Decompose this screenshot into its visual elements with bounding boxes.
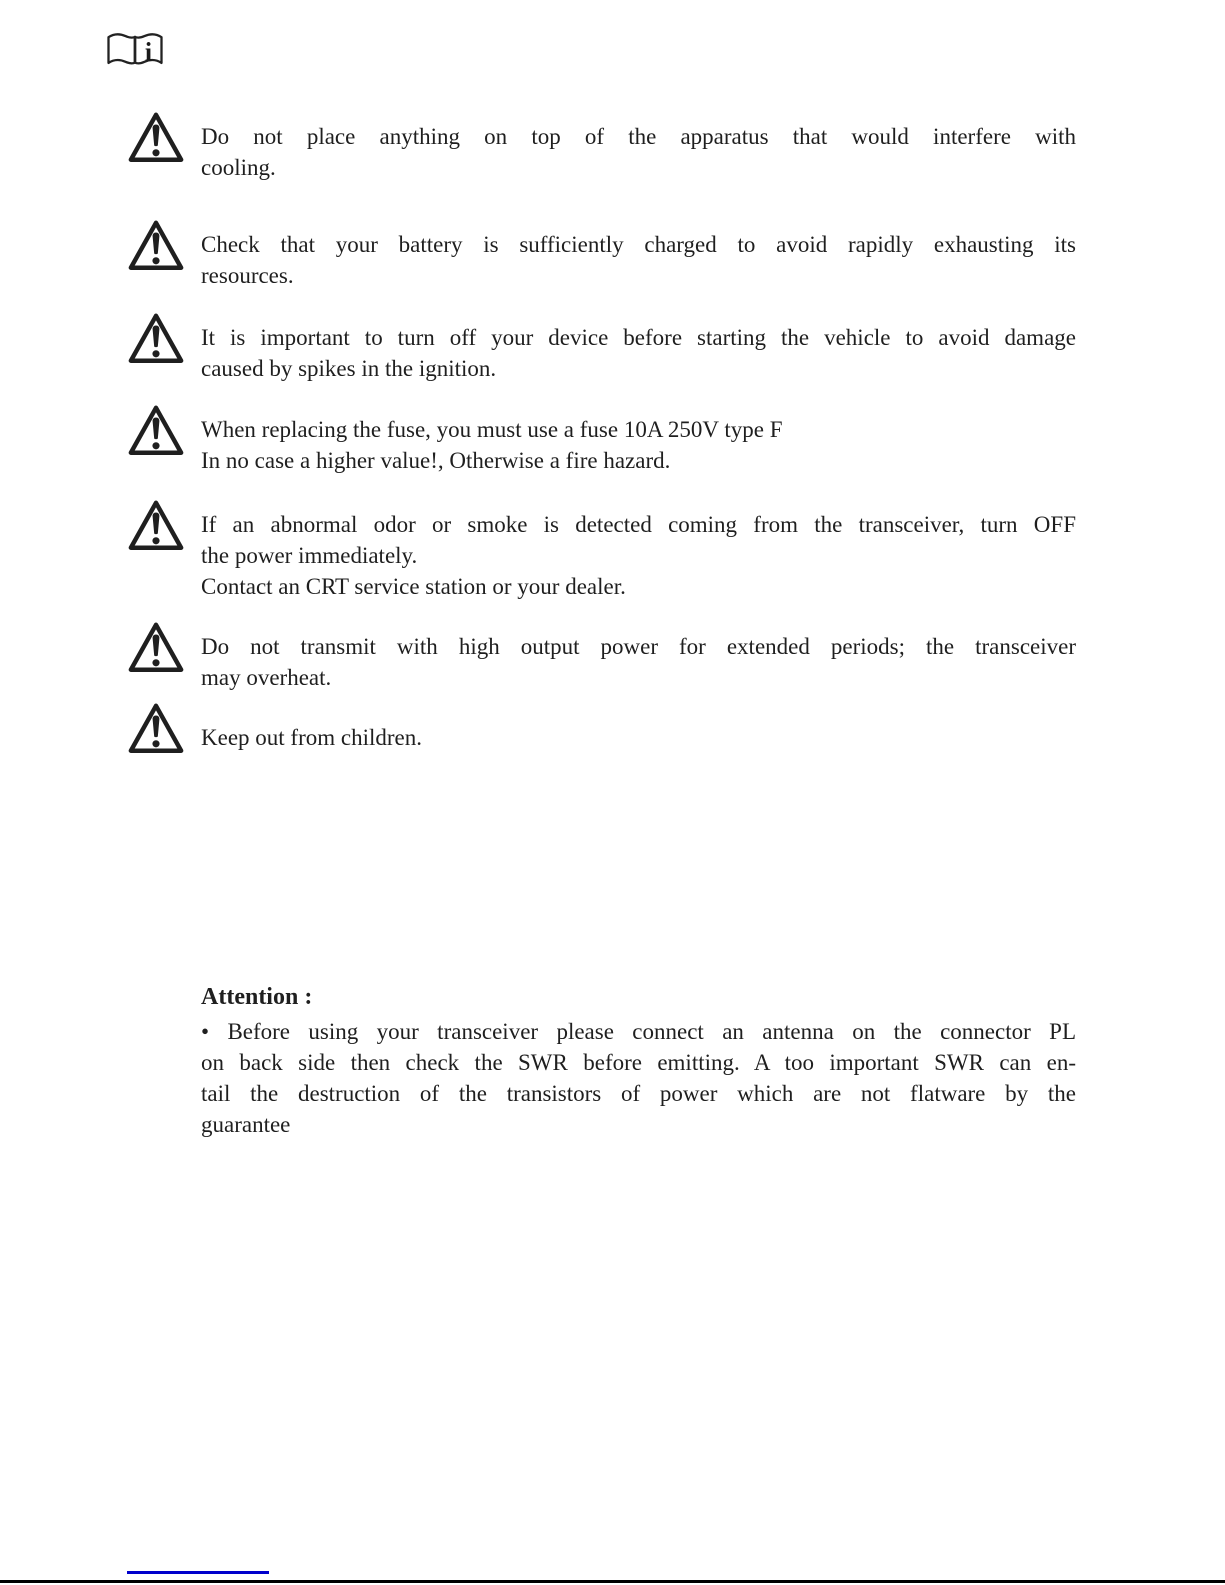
warning-text — [201, 498, 1076, 602]
warning-triangle-exclamation-icon — [127, 620, 185, 675]
warning-item — [127, 498, 1076, 602]
warning-text-line: cooling. — [201, 155, 276, 180]
warning-text — [201, 218, 1076, 291]
warning-text-line: may overheat. — [201, 665, 332, 690]
attention-body — [201, 1016, 1076, 1140]
warning-triangle-exclamation-icon — [127, 110, 185, 165]
attention-title: Attention : — [201, 984, 313, 1010]
warning-triangle-exclamation-icon — [127, 498, 185, 553]
warning-text-line: Contact an CRT service station or your dealer. — [201, 574, 626, 599]
warning-triangle-exclamation-icon — [127, 311, 185, 366]
warning-text — [201, 311, 1076, 384]
warning-text-line: If an abnormal odor or smoke is detected coming from the transceiver, turn OFF — [201, 512, 1076, 537]
attention-text-line: guarantee — [201, 1112, 291, 1137]
attention-text-line: on back side then check the SWR before emitting. A too important SWR can en- — [201, 1050, 1076, 1075]
warning-text-line: In no case a higher value!, Otherwise a fire hazard. — [201, 448, 671, 473]
warning-text-line: It is important to turn off your device before starting the vehicle to avoid damage — [201, 325, 1076, 350]
attention-text-line: tail the destruction of the transistors of power which are not flatware by the — [201, 1081, 1076, 1106]
warning-triangle-exclamation-icon — [127, 403, 185, 458]
warning-text-line: Do not transmit with high output power for extended periods; the transceiver — [201, 634, 1076, 659]
attention-text-line: • Before using your transceiver please connect an antenna on the connector PL — [201, 1019, 1076, 1044]
warning-item — [127, 110, 1076, 183]
warning-item — [127, 218, 1076, 291]
warning-item — [127, 311, 1076, 384]
warning-text-line: caused by spikes in the ignition. — [201, 356, 497, 381]
attention-section — [201, 981, 1076, 1140]
footer-link-underline[interactable] — [127, 1571, 269, 1574]
warning-item — [127, 620, 1076, 693]
warning-text — [201, 403, 1076, 476]
warning-text-line: Keep out from children. — [201, 725, 422, 750]
manual-icon-i-glyph: i — [144, 37, 153, 67]
warning-triangle-exclamation-icon — [127, 218, 185, 273]
warning-text — [201, 701, 1076, 753]
warning-text-line: the power immediately. — [201, 543, 418, 568]
warning-item — [127, 701, 1076, 756]
warning-item — [127, 403, 1076, 476]
warning-text-line: resources. — [201, 263, 294, 288]
warning-text — [201, 110, 1076, 183]
page-bottom-rule — [0, 1580, 1225, 1583]
warning-text-line: When replacing the fuse, you must use a fuse 10A 250V type F — [201, 417, 783, 442]
warning-text-line: Check that your battery is sufficiently charged to avoid rapidly exhausting its — [201, 232, 1076, 257]
warning-text-line: Do not place anything on top of the apparatus that would interfere with — [201, 124, 1076, 149]
warning-text — [201, 620, 1076, 693]
warning-triangle-exclamation-icon — [127, 701, 185, 756]
